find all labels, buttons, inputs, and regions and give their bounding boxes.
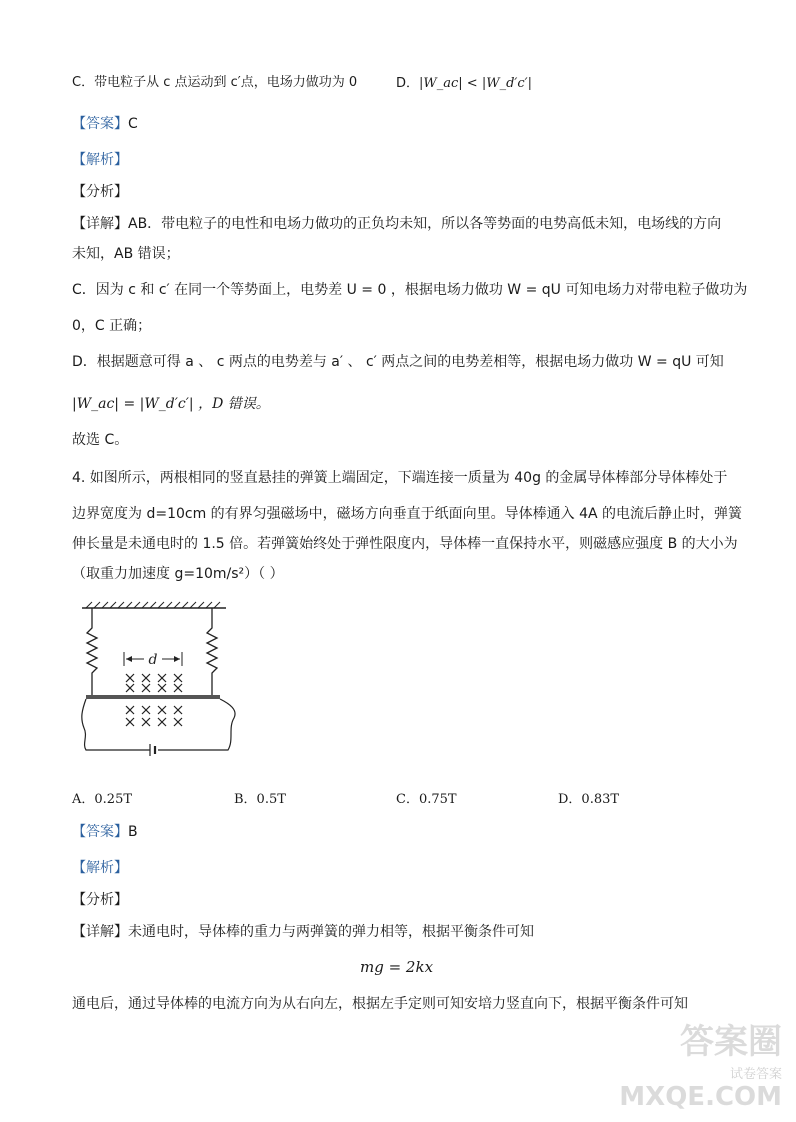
q3-option-d: D．|W_ac| < |W_d′c′| bbox=[396, 76, 532, 91]
q4-stem-line4: （取重力加速度 g=10m/s²）（ ） bbox=[72, 566, 284, 582]
field-cross bbox=[126, 674, 134, 682]
q3-fenxi: 【分析】 bbox=[72, 184, 128, 200]
field-cross bbox=[158, 684, 166, 692]
q3-option-d-formula: |W_ac| < |W_d′c′| bbox=[419, 76, 532, 91]
q4-detail-line2: 通电后，通过导体棒的电流方向为从右向左，根据左手定则可知安培力竖直向下，根据平衡条件可知 bbox=[72, 996, 688, 1012]
field-cross bbox=[174, 706, 182, 714]
q4-fenxi: 【分析】 bbox=[72, 892, 128, 908]
q4-formula: mg = 2kx bbox=[360, 958, 434, 976]
q4-stem-line3: 伸长量是未通电时的 1.5 倍。若弹簧始终处于弹性限度内，导体棒一直保持水平，则磁感应强度 B 的大小为 bbox=[72, 536, 738, 552]
field-cross bbox=[126, 706, 134, 714]
watermark-url: MXQE.COM bbox=[619, 1082, 782, 1112]
right-spring bbox=[207, 608, 217, 696]
conductor-rod bbox=[86, 695, 220, 699]
q4-answer: 【答案】B bbox=[72, 824, 138, 840]
q4-stem-line2: 边界宽度为 d=10cm 的有界匀强磁场中，磁场方向垂直于纸面向里。导体棒通入 4A 的电流后静止时，弹簧 bbox=[72, 506, 743, 522]
q4-option-c: C．0.75T bbox=[396, 792, 457, 807]
d-label: d bbox=[148, 652, 158, 668]
q4-option-b: B．0.5T bbox=[234, 792, 286, 807]
magnetic-field-crosses bbox=[126, 674, 182, 726]
q3-answer: 【答案】C bbox=[72, 116, 138, 132]
q3-jiexi: 【解析】 bbox=[72, 152, 128, 168]
field-cross bbox=[158, 674, 166, 682]
width-d-marker bbox=[124, 652, 182, 668]
q3-conclusion: 故选 C。 bbox=[72, 432, 129, 448]
field-cross bbox=[142, 718, 150, 726]
field-cross bbox=[158, 718, 166, 726]
field-cross bbox=[174, 718, 182, 726]
q3-detail-d2: |W_ac| = |W_d′c′| ，D 错误。 bbox=[72, 396, 270, 412]
q4-stem-line1: 4. 如图所示，两根相同的竖直悬挂的弹簧上端固定，下端连接一质量为 40g 的金属导体棒部分导体棒处于 bbox=[72, 470, 728, 486]
field-cross bbox=[174, 684, 182, 692]
ceiling-hatch bbox=[86, 602, 220, 608]
field-cross bbox=[174, 674, 182, 682]
left-spring bbox=[87, 608, 97, 696]
q4-detail-line1: 【详解】未通电时，导体棒的重力与两弹簧的弹力相等，根据平衡条件可知 bbox=[72, 924, 534, 940]
watermark-subtitle: 试卷答案 bbox=[729, 1067, 782, 1082]
q3-detail-d1: D．根据题意可得 a 、 c 两点的电势差与 a′ 、 c′ 两点之间的电势差相等，根据电场力做功 W = qU 可知 bbox=[72, 354, 724, 370]
field-cross bbox=[126, 718, 134, 726]
q3-detail-c2: 0，C 正确； bbox=[72, 318, 152, 334]
q4-jiexi: 【解析】 bbox=[72, 860, 128, 876]
watermark-title: 答案圈 bbox=[680, 1022, 782, 1062]
field-cross bbox=[158, 706, 166, 714]
q4-option-d: D．0.83T bbox=[558, 792, 620, 807]
q4-option-a: A．0.25T bbox=[72, 792, 133, 807]
field-cross bbox=[142, 674, 150, 682]
field-cross bbox=[142, 706, 150, 714]
q3-detail-c1: C．因为 c 和 c′ 在同一个等势面上，电势差 U = 0 ，根据电场力做功 W = qU 可知电场力对带电粒子做功为 bbox=[72, 282, 748, 298]
q3-detail-line2: 未知，AB 错误； bbox=[72, 246, 180, 262]
watermark bbox=[619, 1014, 782, 1112]
battery-icon bbox=[150, 744, 155, 756]
q3-detail-line1: 【详解】AB．带电粒子的电性和电场力做功的正负均未知，所以各等势面的电势高低未知，电场线的方向 bbox=[72, 216, 722, 232]
spring-magnetic-field-diagram bbox=[78, 600, 248, 770]
field-cross bbox=[126, 684, 134, 692]
field-cross bbox=[142, 684, 150, 692]
q3-option-c: C．带电粒子从 c 点运动到 c′点，电场力做功为 0 bbox=[72, 75, 358, 90]
